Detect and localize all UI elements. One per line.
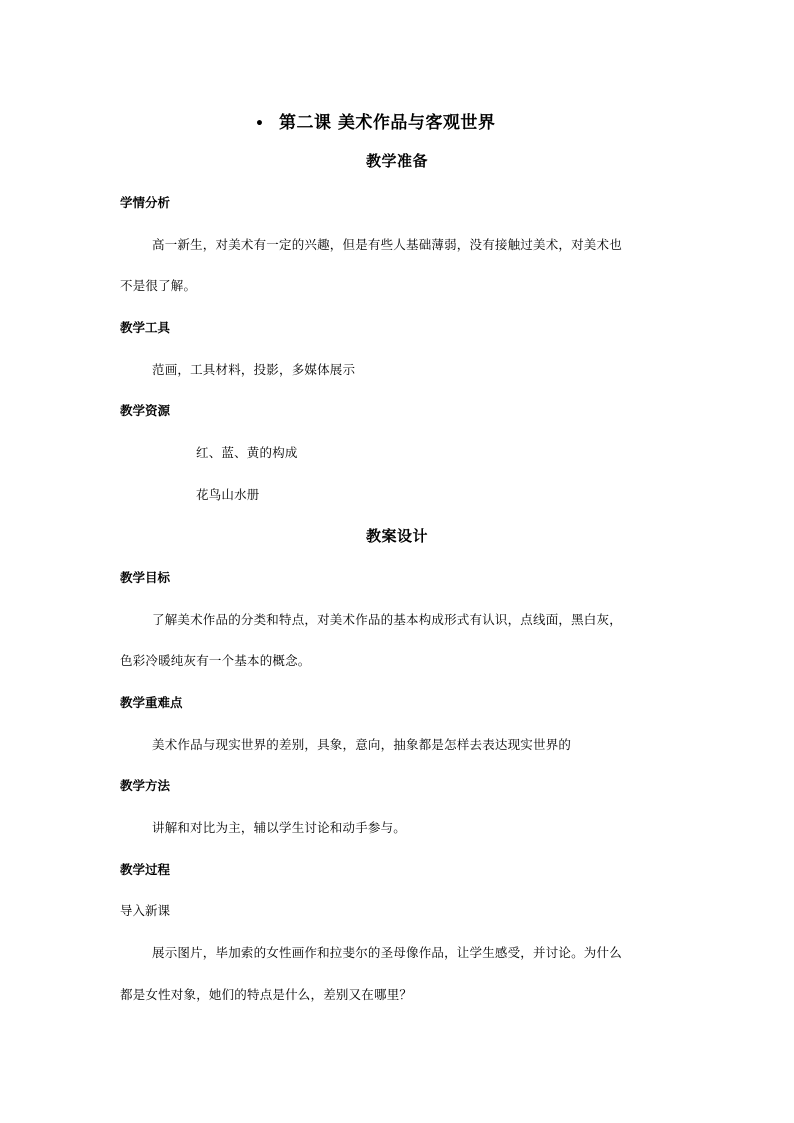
situation-line-2: 不是很了解。 bbox=[120, 278, 197, 293]
resources-item-1: 红、蓝、黄的构成 bbox=[196, 445, 298, 460]
process-subheading: 导入新课 bbox=[120, 903, 171, 918]
section-heading-prep: 教学准备 bbox=[365, 152, 428, 170]
heading-tools: 教学工具 bbox=[120, 320, 171, 335]
process-line-2: 都是女性对象，她们的特点是什么，差别又在哪里？ bbox=[120, 987, 413, 1002]
heading-methods: 教学方法 bbox=[120, 778, 171, 793]
heading-resources: 教学资源 bbox=[120, 403, 171, 418]
process-line-1: 展示图片，毕加索的女性画作和拉斐尔的圣母像作品，让学生感受，并讨论。为什么 bbox=[152, 945, 622, 960]
section-heading-design: 教案设计 bbox=[365, 527, 428, 545]
goals-line-1: 了解美术作品的分类和特点，对美术作品的基本构成形式有认识，点线面，黑白灰， bbox=[152, 612, 622, 627]
situation-line-1: 高一新生，对美术有一定的兴趣，但是有些人基础薄弱，没有接触过美术，对美术也 bbox=[152, 237, 622, 252]
methods-line-1: 讲解和对比为主，辅以学生讨论和动手参与。 bbox=[152, 820, 407, 835]
goals-line-2: 色彩冷暖纯灰有一个基本的概念。 bbox=[120, 653, 311, 668]
heading-goals: 教学目标 bbox=[120, 570, 171, 585]
lesson-title-text: 第二课 美术作品与客观世界 bbox=[279, 113, 496, 133]
heading-process: 教学过程 bbox=[120, 862, 171, 877]
heading-situation: 学情分析 bbox=[120, 195, 171, 210]
resources-item-2: 花鸟山水册 bbox=[196, 487, 260, 502]
difficulties-line-1: 美术作品与现实世界的差别，具象，意向，抽象都是怎样去表达现实世界的 bbox=[152, 737, 572, 752]
bullet-icon: • bbox=[255, 116, 265, 132]
lesson-title bbox=[255, 108, 495, 133]
tools-line-1: 范画，工具材料，投影，多媒体展示 bbox=[152, 362, 356, 377]
heading-difficulties: 教学重难点 bbox=[120, 695, 183, 710]
